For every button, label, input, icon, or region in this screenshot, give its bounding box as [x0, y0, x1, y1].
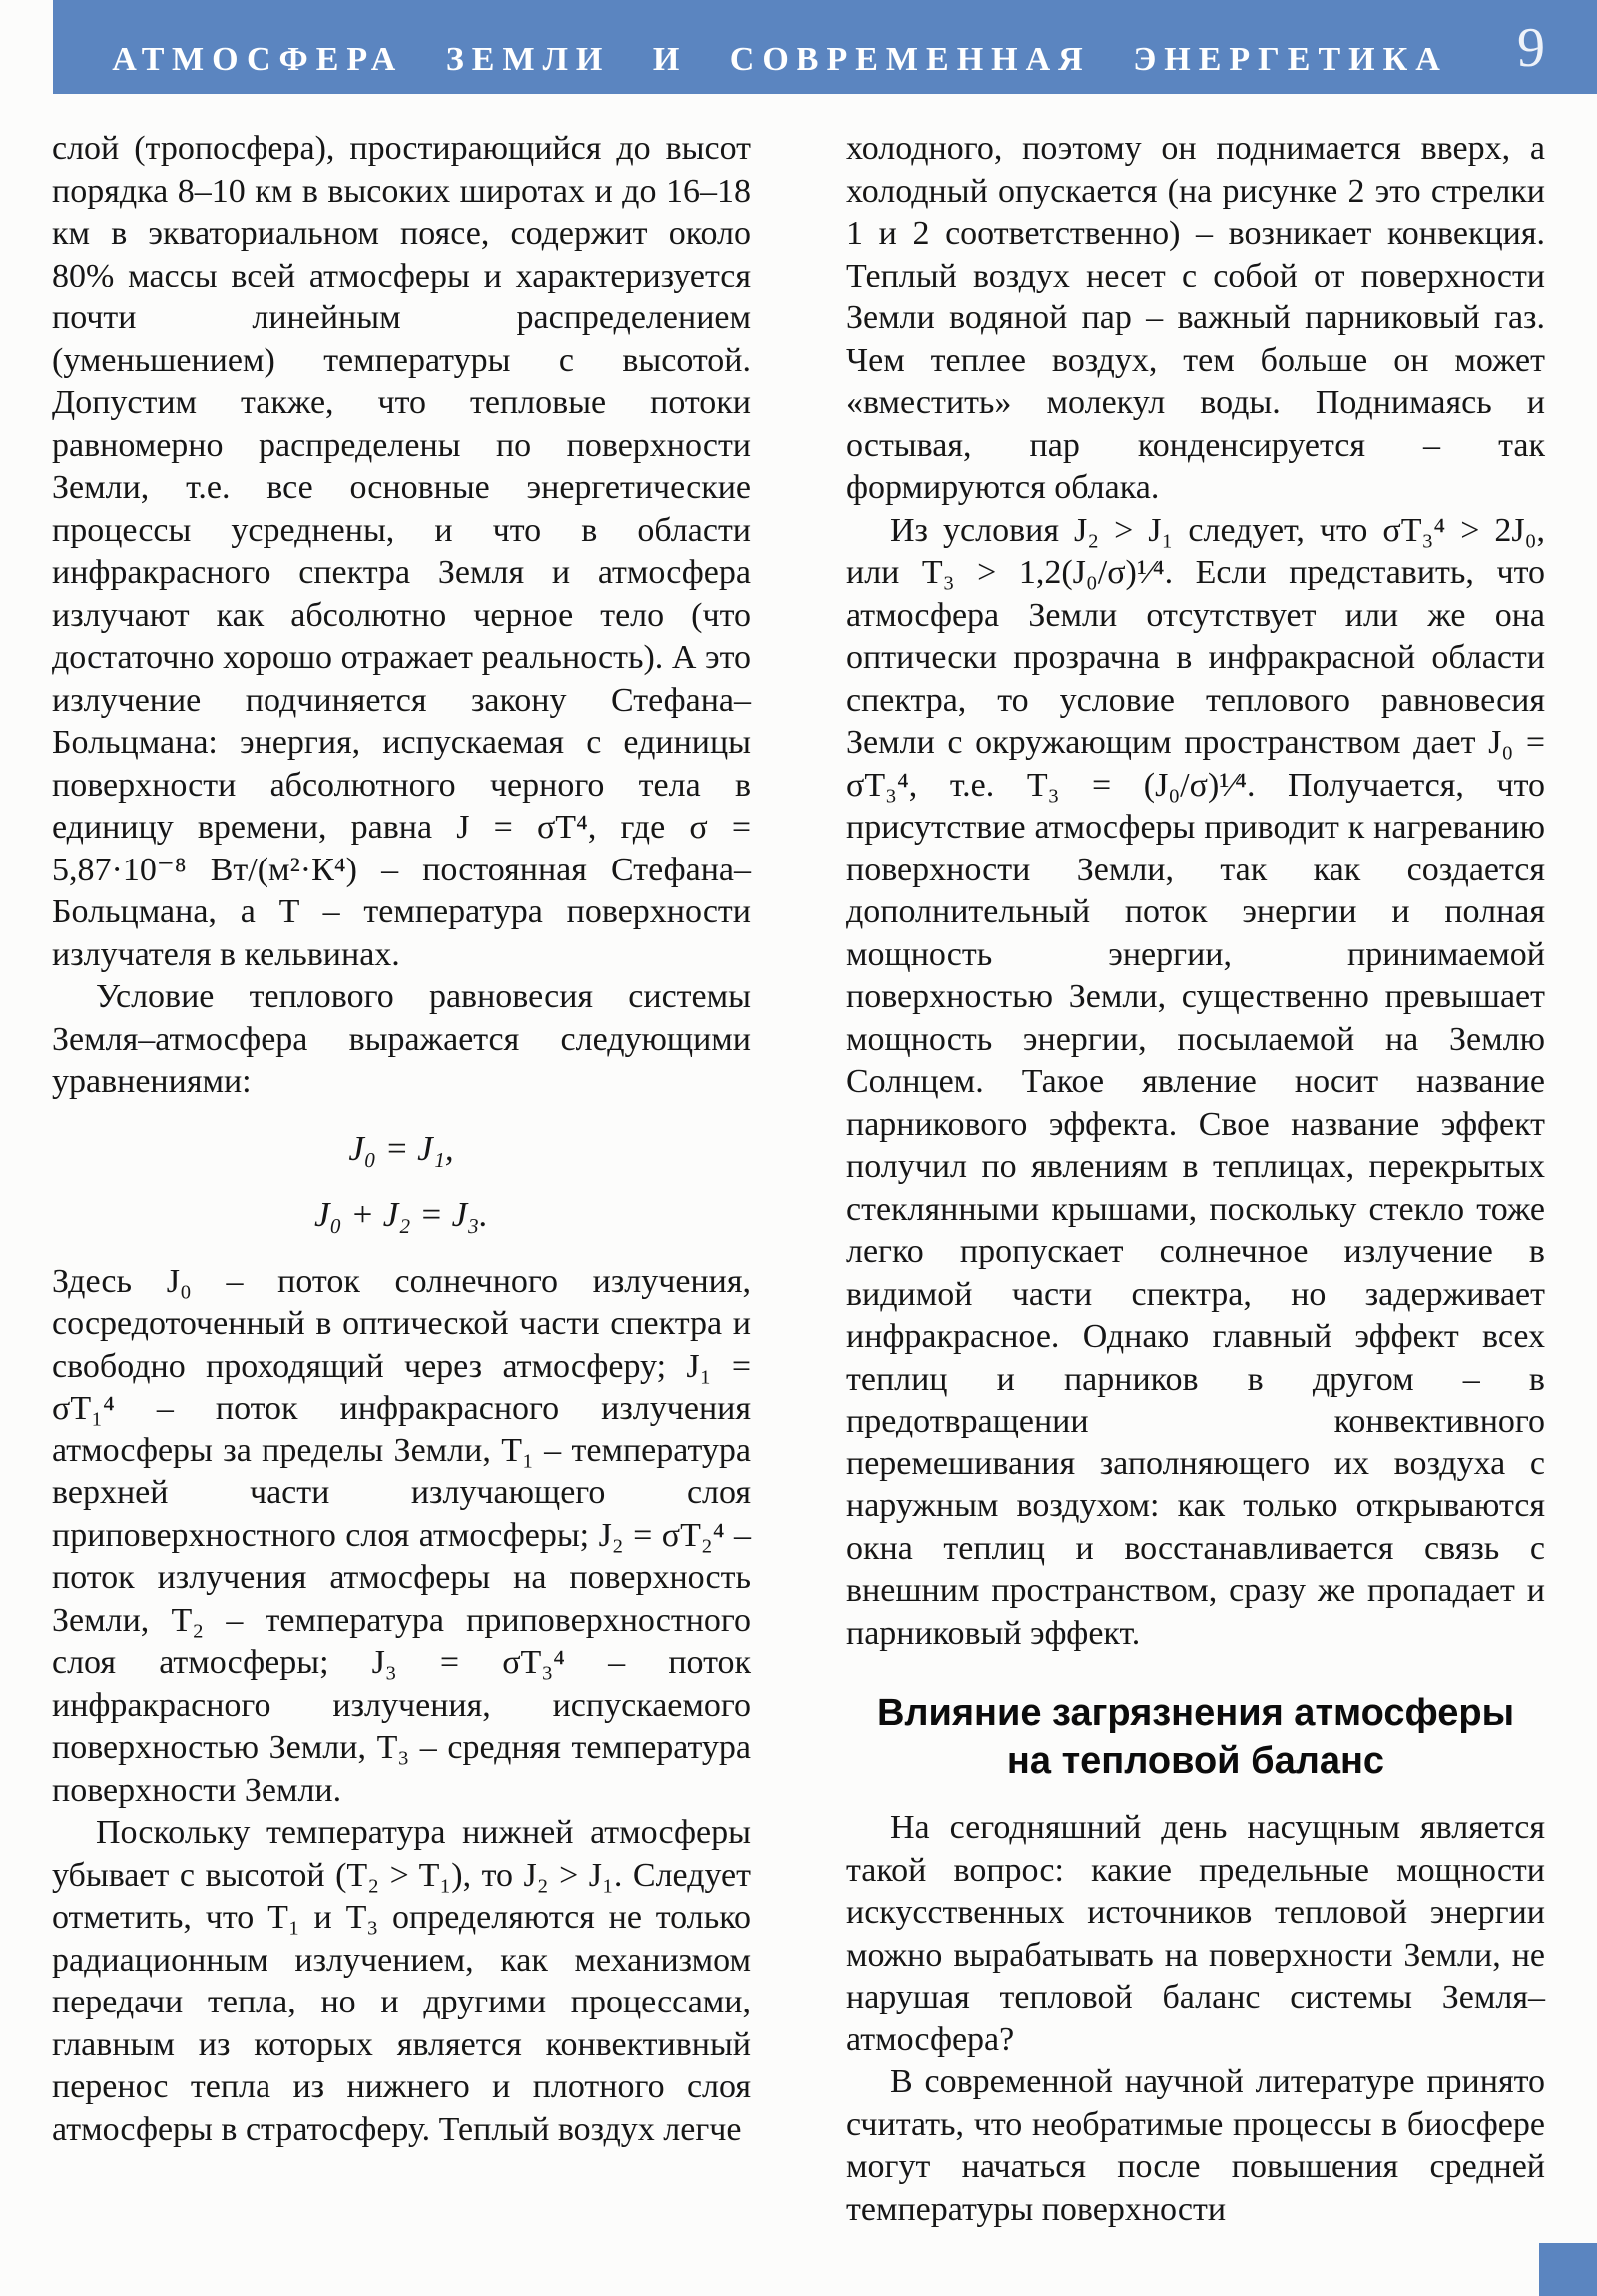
- paragraph-equilibrium-intro: Условие теплового равновесия системы Земля–атмосфера выражается следующими уравнениями:: [52, 978, 751, 1100]
- paragraph-convection: холодного, поэтому он поднимается вверх, а холодный опускается (на рисунке 2 это стрелки 1 и 2 соответственно) – возникает конвекция. Теплый воздух несет с собой от поверхности Земли водяной пар – важный парниковый газ. Чем теплее воздух, тем больше он может «вместить» молекул воды. Поднимаясь и остывая, пар конденсируется – так формируются облака.: [846, 130, 1545, 506]
- section-heading-pollution: [846, 1689, 1545, 1785]
- left-column: [52, 128, 751, 2151]
- paragraph-flux-definitions: Здесь J₀ – поток солнечного излучения, сосредоточенный в оптической части спектра и свободно проходящий через атмосферу; J₁ = σT₁⁴ – поток инфракрасного излучения атмосферы за пределы Земли, T₁ – температура верхней части излучающего слоя приповерхностного слоя атмосферы; J₂ = σT₂⁴ – поток излучения атмосферы на поверхность Земли, T₂ – температура приповерхностного слоя атмосферы; J₃ = σT₃⁴ – поток инфракрасного излучения, испускаемого поверхностью Земли, T₃ – средняя температура поверхности Земли.: [52, 1262, 751, 1809]
- corner-accent-square: [1539, 2243, 1597, 2296]
- page-number: 9: [1517, 17, 1545, 79]
- paragraph-irreversible-processes: В современной научной литературе принято считать, что необратимые процессы в биосфере могут начаться после повышения средней температуры поверхности: [846, 2063, 1545, 2228]
- header-band: [53, 0, 1597, 94]
- equation-j0-j1: J₀ = J₁,: [348, 1128, 454, 1168]
- journal-header-title: АТМОСФЕРА ЗЕМЛИ И СОВРЕМЕННАЯ ЭНЕРГЕТИКА: [112, 41, 1448, 78]
- paragraph-troposphere: слой (тропосфера), простирающийся до высот порядка 8–10 км в высоких широтах и до 16–18 км в экваториальном поясе, содержит около 80% массы всей атмосферы и характеризуется почти линейным распределением (уменьшением) температуры с высотой. Допустим также, что тепловые потоки равномерно распределены по поверхности Земли, т.е. все основные энергетические процессы усреднены, и что в области инфракрасного спектра Земля и атмосфера излучают как абсолютно черное тело (что достаточно хорошо отражает реальность). А это излучение подчиняется закону Стефана–Больцмана: энергия, испускаемая с единицы поверхности абсолютного черного тела в единицу времени, равна J = σT⁴, где σ = 5,87·10⁻⁸ Вт/(м²·К⁴) – постоянная Стефана–Больцмана, а T – температура поверхности излучателя в кельвинах.: [52, 130, 751, 973]
- paragraph-power-limits-question: На сегодняшний день насущным является такой вопрос: какие предельные мощности искусственных источников тепловой энергии можно вырабатывать на поверхности Земли, не нарушая тепловой баланс системы Земля–атмосфера?: [846, 1809, 1545, 2058]
- right-column: [846, 128, 1545, 2231]
- paragraph-greenhouse-effect: Из условия J₂ > J₁ следует, что σT₃⁴ > 2J₀, или T₃ > 1,2(J₀/σ)¹⁄⁴. Если представить, что атмосфера Земли отсутствует или же она оптически прозрачна в инфракрасной области спектра, то условие теплового равновесия Земли с окружающим пространством дает J₀ = σT₃⁴, т.е. T₃ = (J₀/σ)¹⁄⁴. Получается, что присутствие атмосферы приводит к нагреванию поверхности Земли, так как создается дополнительный поток энергии и полная мощность энергии, принимаемой поверхностью Земли, существенно превышает мощность энергии, посылаемой на Землю Солнцем. Такое явление носит название парникового эффекта. Свое название эффект получил по явлениям в теплицах, перекрытых стеклянными крышами, поскольку стекло тоже легко пропускает солнечное излучение в видимой части спектра, но задерживает инфракрасное. Однако главный эффект всех теплиц и парников в другом – в предотвращении конвективного перемешивания заполняющего их воздуха с наружным воздухом: как только открываются окна теплиц и восстанавливается связь с внешним пространством, сразу же пропадает и парниковый эффект.: [846, 511, 1545, 1652]
- equation-j0-j2-j3: J₀ + J₂ = J₃.: [313, 1195, 489, 1234]
- section-heading-line2: на тепловой баланс: [1006, 1740, 1385, 1782]
- paragraph-temperature-profile: Поскольку температура нижней атмосферы убывает с высотой (T₂ > T₁), то J₂ > J₁. Следует отметить, что T₁ и T₃ определяются не только радиационным излучением, как механизмом передачи тепла, но и другими процессами, главным из которых является конвективный перенос тепла из нижнего и плотного слоя атмосферы в стратосферу. Теплый воздух легче: [52, 1814, 751, 2148]
- section-heading-line1: Влияние загрязнения атмосферы: [876, 1692, 1515, 1734]
